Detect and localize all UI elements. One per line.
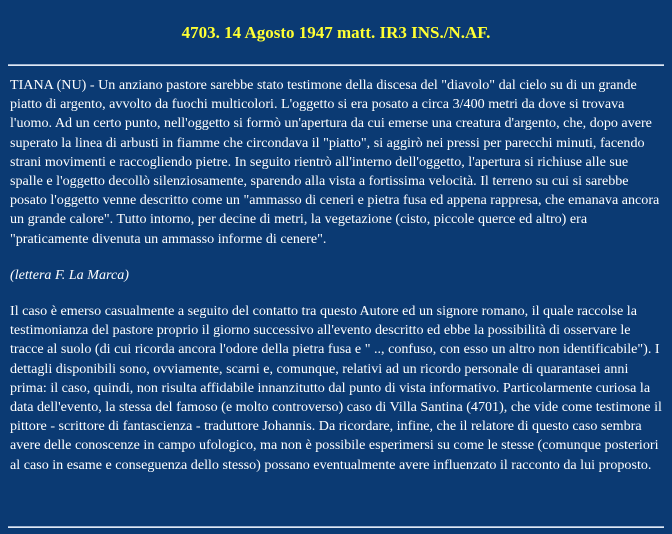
- commentary-paragraph: Il caso è emerso casualmente a seguito del contatto tra questo Autore ed un signore romano, il quale raccolse la testimonianza del pastore proprio il giorno successivo all'evento descritto ed ebbe la possibilità di osservare le tracce al suolo (di cui ricorda ancora l'odore della pietra fusa e " .., confuso, con esso un altro non identificabile"). I dettagli disponibili sono, ovviamente, scarni e, comunque, relativi ad un ricordo personale di quarantasei anni prima: il caso, quindi, non risulta affidabile innanzitutto dal punto di vista informativo. Particolarmente curiosa la data dell'evento, la stessa del famoso (e molto controverso) caso di Villa Santina (4701), che vide come testimone il pittore - scrittore di fantascienza - traduttore Johannis. Da ricordare, infine, che il relatore di questo caso sembra avere delle conoscenze in campo ufologico, ma non è possibile esperimersi su come le stesse (comunque posteriori al caso in esame e conseguenza dello stesso) possano eventualmente avere influenzato il racconto da lui proposto.: [10, 303, 662, 473]
- document-body: [10, 76, 662, 492]
- bottom-divider: [8, 526, 664, 528]
- page-title: 4703. 14 Agosto 1947 matt. IR3 INS./N.AF.: [181, 23, 491, 42]
- top-divider: [8, 64, 664, 66]
- source-signature: (lettera F. La Marca): [10, 266, 129, 283]
- case-description-paragraph: TIANA (NU) - Un anziano pastore sarebbe stato testimone della discesa del "diavolo" dal cielo su di un grande piatto di argento, avvolto da fuochi multicolori. L'oggetto si era posato a circa 3/400 metri da dove si trovava l'uomo. Ad un certo punto, nell'oggetto si formò un'apertura da cui emerse una creatura d'argento, che, dopo avere superato la linea di arbusti in fiamme che circondava il "piatto", si aggirò nei pressi per parecchi minuti, facendo strani movimenti e raccogliendo pietre. In seguito rientrò all'interno dell'oggetto, l'apertura si richiuse alle sue spalle e l'oggetto decollò silenziosamente, sparendo alla vista a fortissima velocità. Il terreno su cui si sarebbe posato l'oggetto venne descritto come un "ammasso di ceneri e pietra fusa ed appena rappresa, che emanava ancora un grande calore". Tutto intorno, per decine di metri, la vegetazione (cisto, piccole querce ed altro) era "praticamente divenuta un ammasso informe di cenere".: [10, 77, 660, 247]
